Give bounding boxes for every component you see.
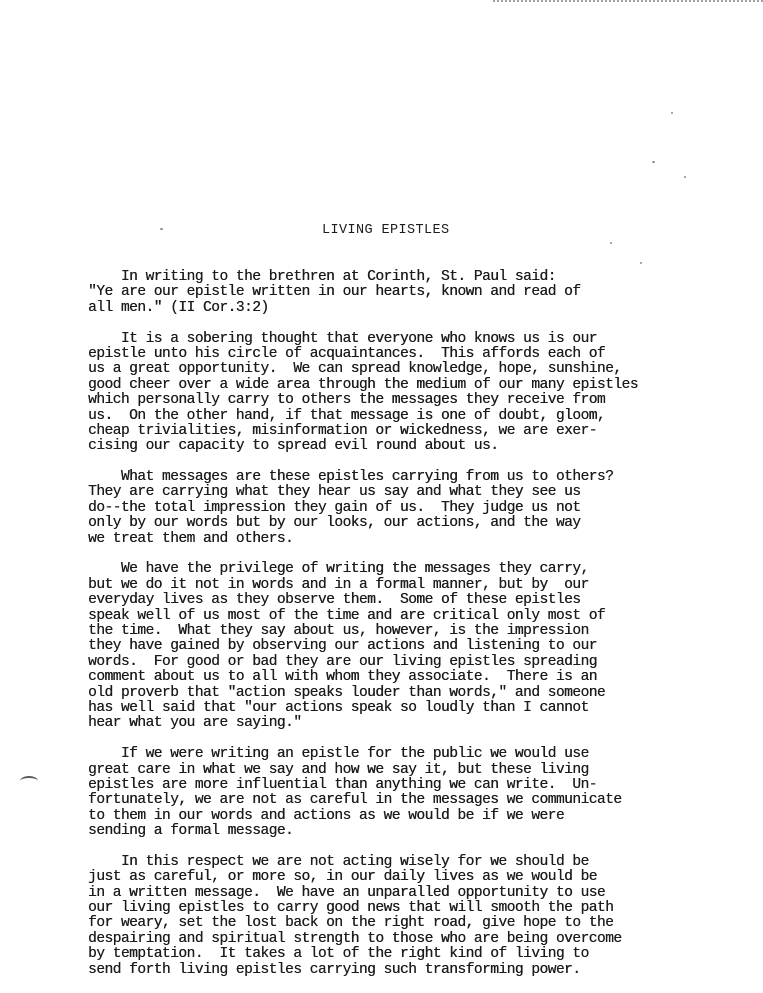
- text-line: but we do it not in words and in a formal manner, but by our: [88, 576, 589, 593]
- text-line: by temptation. It takes a lot of the right kind of living to: [88, 946, 589, 963]
- text-line: If we were writing an epistle for the public we would use: [88, 746, 589, 763]
- text-line: We have the privilege of writing the messages they carry,: [88, 561, 589, 578]
- text-line: for weary, set the lost back on the right road, give hope to the: [88, 915, 614, 932]
- text-line: words. For good or bad they are our living epistles spreading: [88, 653, 597, 670]
- text-line: cheap trivialities, misinformation or wickedness, we are exer-: [88, 422, 597, 439]
- text-line: In this respect we are not acting wisely for we should be: [88, 853, 589, 870]
- margin-mark: [20, 776, 38, 786]
- text-line: to them in our words and actions as we would be if we were: [88, 807, 565, 824]
- paragraph: [88, 270, 708, 316]
- text-line: just as careful, or more so, in our daily lives as we would be: [88, 869, 597, 886]
- text-line: hear what you are saying.": [88, 715, 302, 732]
- paragraph: [88, 470, 708, 547]
- scan-speck: [610, 242, 612, 244]
- text-line: everyday lives as they observe them. Some of these epistles: [88, 592, 581, 609]
- text-line: "Ye are our epistle written in our hearts, known and read of: [88, 284, 581, 301]
- text-line: cising our capacity to spread evil round about us.: [88, 438, 499, 455]
- text-line: which personally carry to others the messages they receive from: [88, 392, 606, 409]
- text-line: do--the total impression they gain of us. They judge us not: [88, 499, 581, 516]
- paragraph: [88, 562, 708, 731]
- text-line: speak well of us most of the time and are critical only most of: [88, 607, 606, 624]
- text-line: great care in what we say and how we say it, but these living: [88, 761, 589, 778]
- text-line: They are carrying what they hear us say and what they see us: [88, 484, 581, 501]
- text-line: epistles are more influential than anything we can write. Un-: [88, 776, 597, 793]
- text-line: we treat them and others.: [88, 530, 294, 547]
- text-line: sending a formal message.: [88, 823, 294, 840]
- text-line: has well said that "our actions speak so loudly than I cannot: [88, 699, 589, 716]
- scan-speck: [652, 161, 655, 163]
- scan-speck: [684, 176, 686, 178]
- document-title: LIVING EPISTLES: [322, 223, 450, 238]
- text-line: our living epistles to carry good news that will smooth the path: [88, 900, 614, 917]
- text-line: comment about us to all with whom they associate. There is an: [88, 669, 597, 686]
- text-line: in a written message. We have an unparalled opportunity to use: [88, 884, 606, 901]
- text-line: us. On the other hand, if that message is one of doubt, gloom,: [88, 407, 606, 424]
- text-line: What messages are these epistles carrying from us to others?: [88, 469, 614, 486]
- text-line: It is a sobering thought that everyone who knows us is our: [88, 330, 597, 347]
- text-line: fortunately, we are not as careful in the messages we communicate: [88, 792, 622, 809]
- text-line: only by our words but by our looks, our actions, and the way: [88, 515, 581, 532]
- text-line: all men." (II Cor.3:2): [88, 299, 269, 316]
- text-line: old proverb that "action speaks louder than words," and someone: [88, 684, 606, 701]
- text-line: In writing to the brethren at Corinth, St. Paul said:: [88, 269, 556, 285]
- text-line: epistle unto his circle of acquaintances. This affords each of: [88, 345, 606, 362]
- text-line: despairing and spiritual strength to those who are being overcome: [88, 930, 622, 947]
- scan-speck: [160, 228, 163, 230]
- text-line: they have gained by observing our actions and listening to our: [88, 638, 597, 655]
- document-body: [88, 270, 708, 993]
- scan-edge-artifact: [493, 0, 763, 8]
- text-line: send forth living epistles carrying such transforming power.: [88, 961, 581, 978]
- paragraph: [88, 855, 708, 978]
- paragraph: [88, 747, 708, 839]
- scan-speck: [671, 112, 673, 114]
- scan-speck: [640, 262, 642, 264]
- text-line: good cheer over a wide area through the medium of our many epistles: [88, 376, 638, 393]
- text-line: us a great opportunity. We can spread knowledge, hope, sunshine,: [88, 361, 622, 378]
- text-line: the time. What they say about us, however, is the impression: [88, 622, 589, 639]
- paragraph: [88, 332, 708, 455]
